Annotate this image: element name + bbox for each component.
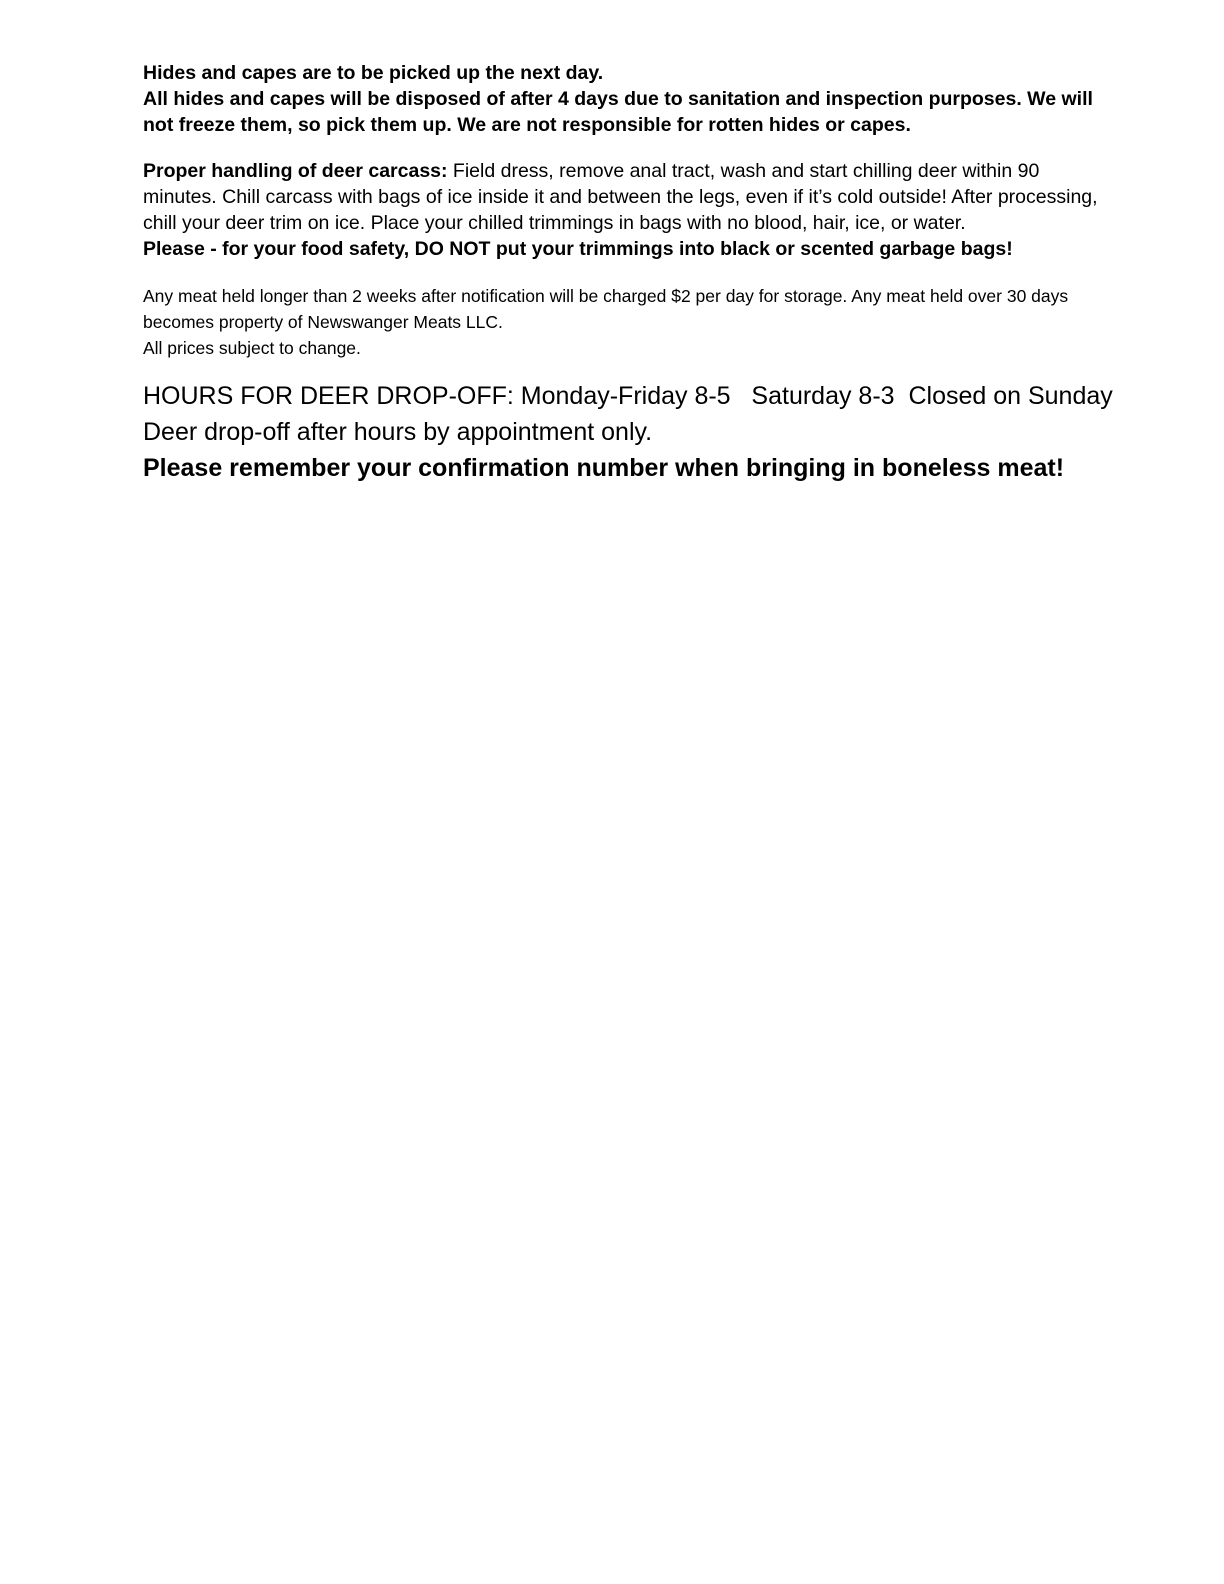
storage-charge-line: Any meat held longer than 2 weeks after notification will be charged $2 per day for storage. Any meat held over 30 days becomes property of Newswanger Meats LLC. bbox=[143, 286, 1069, 332]
carcass-handling-body: Field dress, remove anal tract, wash and start chilling deer within 90 minutes. Chill carcass with bags of ice inside it and between the legs, even if it’s cold outside! After processing, chill your deer trim on ice. Place your chilled trimmings in bags with no blood, hair, ice, or water. bbox=[143, 160, 1098, 234]
confirmation-reminder: Please remember your confirmation number when bringing in boneless meat! bbox=[143, 454, 1065, 482]
hides-pickup-line: Hides and capes are to be picked up the next day. bbox=[143, 62, 604, 84]
drop-off-hours bbox=[143, 378, 1113, 486]
storage-policy bbox=[143, 283, 1113, 361]
price-change-line: All prices subject to change. bbox=[143, 338, 361, 358]
food-safety-warning: Please - for your food safety, DO NOT put your trimmings into black or scented garbage bags! bbox=[143, 238, 1013, 260]
hours-line: HOURS FOR DEER DROP-OFF: Monday-Friday 8-5 Saturday 8-3 Closed on Sunday bbox=[143, 382, 1113, 410]
hides-capes-notice bbox=[143, 60, 1113, 138]
after-hours-line: Deer drop-off after hours by appointment only. bbox=[143, 418, 653, 446]
hides-disposal-line: All hides and capes will be disposed of after 4 days due to sanitation and inspection purposes. We will not freeze them, so pick them up. We are not responsible for rotten hides or capes. bbox=[143, 88, 1093, 136]
carcass-handling-paragraph bbox=[143, 158, 1113, 262]
document-page bbox=[143, 60, 1113, 486]
carcass-handling-heading: Proper handling of deer carcass: bbox=[143, 160, 448, 182]
